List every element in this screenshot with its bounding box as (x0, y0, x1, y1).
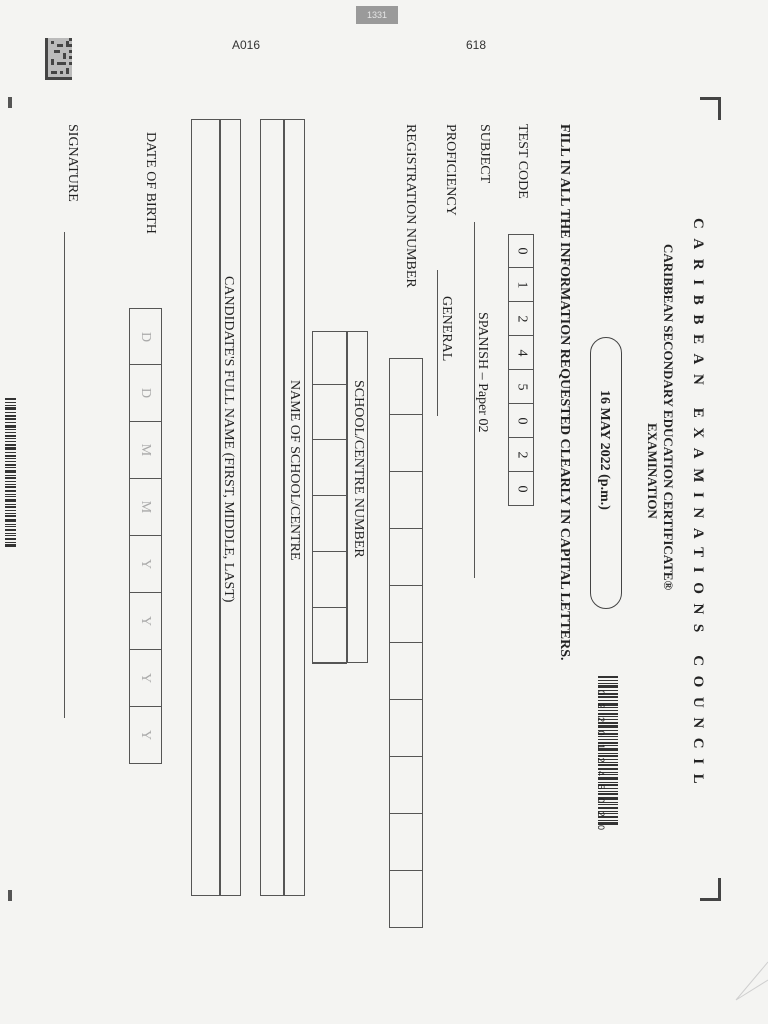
barcode-bar (5, 529, 16, 531)
test-code-cell-text: 4 (514, 349, 529, 356)
test-code-cell (508, 336, 534, 370)
barcode-bar (5, 447, 16, 450)
examination-title: EXAMINATION (645, 423, 660, 519)
signature-label: SIGNATURE (65, 124, 80, 202)
dob-cell[interactable] (129, 365, 162, 422)
barcode-bar (5, 477, 16, 479)
registration-cell[interactable] (389, 757, 423, 814)
barcode-bar (5, 542, 16, 543)
barcode-bar (5, 504, 16, 505)
dob-cell[interactable] (129, 707, 162, 764)
corner-mark (700, 878, 721, 901)
school-number-cell[interactable] (312, 440, 347, 496)
barcode-bar (5, 405, 16, 406)
dob-cell[interactable] (129, 593, 162, 650)
registration-cell[interactable] (389, 871, 423, 928)
dob-cell[interactable] (129, 479, 162, 536)
school-name-label: NAME OF SCHOOL/CENTRE (287, 380, 302, 561)
registration-cell[interactable] (389, 643, 423, 700)
barcode-bar (5, 499, 16, 502)
registration-label: REGISTRATION NUMBER (403, 124, 418, 288)
test-code-cell-text: 0 (514, 247, 529, 255)
school-number-label: SCHOOL/CENTRE NUMBER (351, 380, 366, 558)
barcode-bar (5, 412, 16, 413)
barcode-bar (5, 441, 16, 442)
barcode-bar (5, 455, 16, 457)
barcode-bar (5, 506, 16, 508)
barcode-bar (5, 494, 16, 495)
test-code-cell (508, 370, 534, 404)
subject-label: SUBJECT (477, 124, 492, 184)
corner-mark (700, 97, 721, 120)
barcode-bar (5, 481, 16, 482)
barcode-bar (598, 685, 618, 688)
side-barcode (5, 398, 16, 591)
dob-cell[interactable] (129, 650, 162, 707)
page-curl (728, 960, 768, 1024)
matrix-code-icon (45, 38, 72, 80)
barcode-bar (5, 519, 16, 522)
proficiency-label: PROFICIENCY (443, 124, 458, 216)
barcode-bar (5, 475, 16, 476)
barcode-bar (5, 533, 16, 534)
dob-cell-text: D (138, 387, 154, 399)
school-number-cell[interactable] (312, 384, 347, 440)
barcode-bar (5, 422, 16, 423)
barcode-bar (5, 425, 16, 428)
barcode-bar (598, 676, 618, 678)
barcode-bar (5, 415, 16, 417)
test-code-cell-text: 1 (514, 281, 529, 288)
dob-cell[interactable] (129, 422, 162, 479)
left-code: A016 (232, 38, 261, 52)
barcode-bar (5, 467, 16, 468)
exam-date: 16 MAY 2022 (p.m.) (597, 390, 612, 510)
registration-cell[interactable] (389, 415, 423, 472)
test-code-cell-text: 0 (514, 485, 529, 492)
registration-cell[interactable] (389, 700, 423, 757)
dob-cell-text: Y (138, 672, 154, 684)
registration-cell[interactable] (389, 358, 423, 415)
dob-cell-text: D (138, 331, 154, 342)
dob-cell-text: M (138, 443, 154, 457)
registration-cell[interactable] (389, 529, 423, 586)
test-code-cell (508, 302, 534, 336)
barcode-bar (5, 484, 16, 485)
dob-label: DATE OF BIRTH (143, 132, 158, 234)
proficiency-value: GENERAL (439, 296, 454, 362)
council-title: CARIBBEAN EXAMINATIONS COUNCIL (690, 218, 706, 794)
test-code-cell-text: 0 (514, 417, 529, 424)
barcode-bar (5, 538, 16, 540)
barcode-bar (5, 526, 16, 527)
barcode-bar (5, 402, 16, 403)
school-number-cell[interactable] (312, 552, 347, 608)
candidate-name-label: CANDIDATE'S FULL NAME (FIRST, MIDDLE, LAST) (221, 276, 236, 603)
registration-cell[interactable] (389, 586, 423, 643)
barcode-number: 0 2 2 0 1 2 4 5 0 2 0 (596, 690, 606, 834)
top-tab: 1331 (356, 6, 398, 24)
margin-tick (8, 890, 12, 901)
barcode-bar (5, 398, 16, 400)
barcode-bar (5, 432, 16, 433)
certificate-title: CARIBBEAN SECONDARY EDUCATION CERTIFICATE® (661, 244, 676, 591)
barcode-bar (5, 490, 16, 492)
barcode-bar (5, 458, 16, 459)
school-number-boxes[interactable] (312, 384, 347, 664)
test-code-label: TEST CODE (515, 124, 530, 199)
barcode-bar (5, 444, 16, 446)
registration-boxes[interactable] (389, 358, 423, 928)
dob-cell-text: Y (138, 615, 154, 627)
dob-boxes[interactable] (129, 308, 162, 764)
dob-cell-text: Y (138, 729, 154, 741)
test-code-cell-text: 5 (514, 383, 529, 390)
dob-cell[interactable] (129, 536, 162, 593)
barcode-bar (5, 464, 16, 466)
registration-cell[interactable] (389, 814, 423, 871)
barcode-bar (5, 544, 16, 547)
test-code-cell (508, 472, 534, 506)
barcode-bar (598, 683, 618, 684)
margin-tick (8, 97, 12, 108)
test-code-cell (508, 404, 534, 438)
barcode-bar (5, 524, 16, 525)
test-code-cell-text: 2 (514, 315, 529, 322)
dob-cell-text: Y (138, 558, 154, 570)
barcode-bar (5, 418, 16, 420)
barcode-bar (5, 438, 16, 439)
barcode-bar (5, 470, 16, 473)
dob-cell-text: M (138, 500, 154, 514)
school-number-cell[interactable] (312, 608, 347, 664)
school-name-divider (283, 119, 285, 896)
barcode-bar (5, 496, 16, 497)
barcode-bar (5, 452, 16, 453)
barcode-bar (5, 510, 16, 511)
test-code-cell (508, 234, 534, 268)
barcode-bar (5, 515, 16, 517)
barcode-bar (5, 513, 16, 514)
school-number-cell[interactable] (312, 496, 347, 552)
barcode-bar (5, 407, 16, 410)
barcode-bar (5, 535, 16, 536)
test-code-boxes (508, 234, 534, 506)
barcode-bar (5, 429, 16, 430)
dob-cell[interactable] (129, 308, 162, 365)
test-code-cell (508, 438, 534, 472)
barcode-bar (5, 461, 16, 462)
registration-cell[interactable] (389, 472, 423, 529)
test-code-cell (508, 268, 534, 302)
instruction-text: FILL IN ALL THE INFORMATION REQUESTED CLEARLY IN CAPITAL LETTERS. (557, 124, 572, 661)
signature-line[interactable] (64, 232, 65, 718)
subject-value: SPANISH – Paper 02 (475, 312, 490, 433)
barcode-bar (5, 435, 16, 437)
test-code-cell-text: 2 (514, 451, 529, 458)
right-code: 618 (466, 38, 487, 52)
barcode-bar (5, 486, 16, 488)
barcode-bar (598, 680, 618, 681)
